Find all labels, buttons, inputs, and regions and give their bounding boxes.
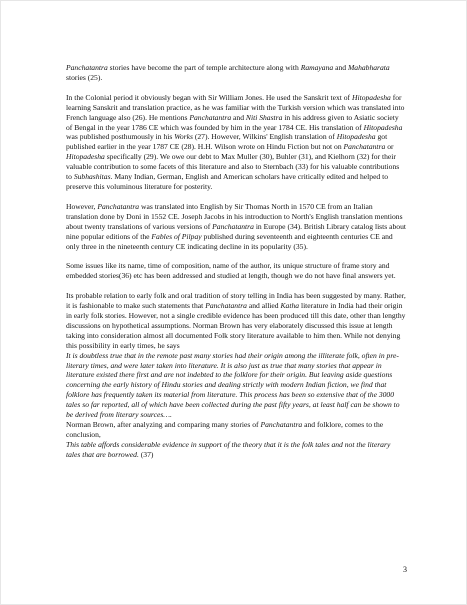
text-run: in his address given to Asiatic society of Bengal in the year 1786 CE which was founded by him in the year 1784 CE. His translation of [66, 112, 399, 132]
text-run: and allied [246, 301, 281, 311]
text-run: literature in India had their origin in early folk stories. However, not a single credible evidence has been produced till this date, other than lengthy discussions on hypothetical assumptions. Norman Brown has very elaborately discussed this issue at length taking into consideration almost all documented Folk story literature available to him then. While not denying this possibility in early times, he says [66, 301, 406, 350]
italic-text: Hitopadesha [66, 152, 105, 162]
body-text [66, 63, 406, 470]
text-run: or [385, 142, 394, 152]
paragraph [66, 202, 406, 252]
text-run: However, [66, 201, 98, 211]
paragraph [66, 63, 406, 83]
text-run: (27). However, Wilkins' English translation of [192, 132, 337, 142]
italic-text: Panchatantra [212, 221, 254, 231]
text-run: got published earlier in the year 1787 CE (28). H.H. Wilson wrote on Hindu Fiction but not on [66, 132, 388, 152]
text-run: for learning Sanskrit and translation practice, as he was familiar with the Turkish version which was translated into French language also (26). He mentions [66, 92, 405, 122]
paragraph [66, 93, 406, 192]
paragraph [66, 440, 406, 460]
italic-text: It is doubtless true that in the remote past many stories had their origin among the illiterate folk, often in pre-literary times, and were later taken into literature. It is also just as true that many stories that appear in literature existed there first and are not indebted to the folklore for their origin. But leaving aside questions concerning the early history of Hindu stories and dealing strictly with modern Indian fiction, we find that folklore has frequently taken its material from literature. This process has been so extensive that of the 3000 tales so far reported, all of which have been collected during the past fifty years, at least half can be shown to be derived from literary sources…. [66, 350, 400, 420]
text-run: specifically (29). We owe our debt to Max Muller (30), Buhler (31), and Kielhorn (32) for their valuable contribution to some facets of this literature and also to Sternbach (33) for his valuable contributions to [66, 152, 400, 182]
italic-text: Panchatantra [343, 142, 386, 152]
italic-text: Hitopadesha [336, 132, 376, 142]
page-number: 3 [403, 565, 407, 574]
text-run: and [231, 112, 246, 122]
italic-text: Ramayana [300, 63, 334, 72]
text-run: in Europe (34). British Library catalog lists about nine popular editions of the [66, 221, 406, 241]
text-run: and [333, 63, 348, 72]
italic-text: Subhashitas [73, 172, 111, 182]
text-run: stories have become the part of temple architecture along with [107, 63, 301, 72]
paragraph [66, 351, 406, 420]
text-run: Norman Brown, after analyzing and comparing many stories of [66, 420, 261, 429]
italic-text: Hitopadesha [363, 122, 403, 132]
text-run: and folklore, comes to the conclusion, [66, 420, 384, 439]
paragraph [66, 420, 406, 440]
text-run: published during seventeenth and eighteenth centuries CE and only three in the nineteenth century CE indicating decline in its popularity (35). [66, 231, 393, 251]
text-run: Its probable relation to early folk and oral tradition of story telling in India has been suggested by many. Rather, it is fashionable to make such statements that [66, 291, 406, 311]
italic-text: Niti Shastra [245, 112, 283, 122]
paragraph [66, 261, 406, 281]
italic-text: Panchatantra [66, 63, 108, 72]
italic-text: Works [174, 132, 193, 142]
text-run: stories (25). [66, 72, 103, 82]
text-run: Some issues like its name, time of composition, name of the author, its unique structure of frame story and embedded stories(36) etc has been addressed and studied at length, though we do not have final answers yet. [66, 261, 396, 281]
text-run: . Many Indian, German, English and American scholars have critically edited and helped to preserve this voluminous literature for posterity. [66, 172, 389, 191]
italic-text: Hitopadesha [351, 92, 391, 102]
italic-text: Panchatantra [260, 420, 303, 429]
italic-text: Katha [280, 301, 300, 311]
paragraph [66, 291, 406, 350]
italic-text: Mahabharata [347, 63, 390, 72]
italic-text: Fables of Pilpay [151, 231, 202, 241]
italic-text: This table affords considerable evidence in support of the theory that it is the folk tales and not the literary tales that are borrowed. [66, 439, 391, 459]
italic-text: Panchatantra [205, 301, 247, 311]
italic-text: Panchatantra [189, 112, 232, 122]
text-run: In the Colonial period it obviously began with Sir William Jones. He used the Sanskrit text of [66, 92, 352, 102]
text-run: was translated into English by Sir Thomas North in 1570 CE from an Italian translation done by Doni in 1552 CE. Joseph Jacobs in his introduction to North's English translation mentions about twenty translations of various versions of [66, 201, 403, 231]
text-run: was published posthumously in his [66, 132, 175, 142]
text-run: (37) [138, 449, 154, 459]
italic-text: Panchatantra [97, 201, 140, 211]
